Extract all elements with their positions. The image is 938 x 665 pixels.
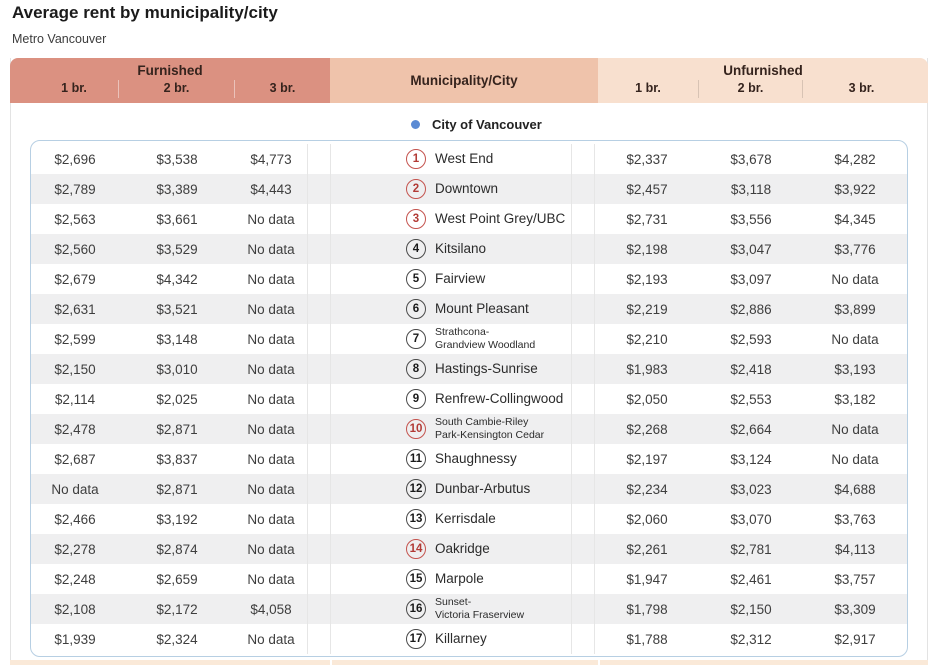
column-divider (307, 234, 331, 264)
furnished-1br-header: 1 br. (61, 81, 87, 95)
unfurnished-1br-value: $1,788 (626, 631, 668, 647)
rank-badge (406, 389, 426, 409)
rank-number: 3 (412, 213, 420, 225)
municipality-cell (331, 624, 571, 654)
unfurnished-1br-value: $2,198 (626, 241, 668, 257)
city-bullet-icon (411, 120, 420, 129)
column-divider (571, 624, 595, 654)
furnished-2br-value: $2,659 (156, 571, 198, 587)
column-divider (307, 324, 331, 354)
municipality-cell (331, 234, 571, 264)
table-header (10, 58, 928, 103)
column-divider (307, 384, 331, 414)
rank-number: 9 (412, 393, 420, 405)
rank-badge (406, 359, 426, 379)
rank-number: 6 (412, 303, 420, 315)
furnished-2br-value: $4,342 (156, 271, 198, 287)
furnished-3br-value: $4,773 (250, 151, 292, 167)
unfurnished-1br-value: $2,210 (626, 331, 668, 347)
unfurnished-1br-value: $2,050 (626, 391, 668, 407)
municipality-name: Strathcona- Grandview Woodland (435, 326, 536, 351)
unfurnished-subheaders (598, 80, 928, 98)
furnished-3br-value: No data (247, 511, 295, 527)
table-row (31, 534, 907, 564)
rank-badge (406, 449, 426, 469)
column-divider (571, 384, 595, 414)
rank-badge (406, 329, 426, 349)
rank-badge (406, 599, 426, 619)
unfurnished-3br-value: No data (831, 331, 879, 347)
municipality-cell (331, 504, 571, 534)
municipality-cell (331, 204, 571, 234)
unfurnished-2br-value: $2,593 (730, 331, 772, 347)
column-divider (307, 294, 331, 324)
column-divider (571, 174, 595, 204)
municipality-name: Sunset- Victoria Fraserview (435, 596, 525, 621)
unfurnished-3br-value: $4,282 (834, 151, 876, 167)
municipality-name: Mount Pleasant (435, 300, 529, 316)
municipality-name: Shaughnessy (435, 450, 517, 466)
unfurnished-2br-value: $2,781 (730, 541, 772, 557)
rank-number: 14 (409, 543, 423, 555)
municipality-name: Downtown (435, 180, 499, 196)
furnished-2br-value: $3,538 (156, 151, 198, 167)
municipality-name: Fairview (435, 270, 486, 286)
rank-badge (406, 209, 426, 229)
municipality-cell (331, 474, 571, 504)
column-divider (571, 444, 595, 474)
table-row (31, 144, 907, 174)
unfurnished-1br-value: $2,337 (626, 151, 668, 167)
table-row (31, 294, 907, 324)
municipality-name: Marpole (435, 570, 484, 586)
unfurnished-2br-value: $2,664 (730, 421, 772, 437)
table-row (31, 354, 907, 384)
furnished-1br-value: $2,789 (54, 181, 96, 197)
furnished-1br-value: $2,631 (54, 301, 96, 317)
municipality-cell (331, 354, 571, 384)
furnished-2br-value: $2,324 (156, 631, 198, 647)
rank-number: 4 (412, 243, 420, 255)
municipality-cell (331, 414, 571, 444)
column-divider (571, 324, 595, 354)
column-divider (307, 474, 331, 504)
unfurnished-1br-value: $2,457 (626, 181, 668, 197)
unfurnished-3br-value: $4,345 (834, 211, 876, 227)
municipality-cell (331, 594, 571, 624)
unfurnished-2br-value: $2,312 (730, 631, 772, 647)
page-title: Average rent by municipality/city (12, 3, 278, 22)
furnished-1br-value: $2,687 (54, 451, 96, 467)
rank-number: 1 (412, 153, 420, 165)
furnished-3br-value: No data (247, 301, 295, 317)
column-divider (571, 264, 595, 294)
furnished-2br-value: $2,871 (156, 421, 198, 437)
table-body (30, 140, 908, 657)
unfurnished-2br-value: $3,097 (730, 271, 772, 287)
rank-number: 12 (409, 483, 423, 495)
rank-badge (406, 629, 426, 649)
furnished-2br-value: $3,529 (156, 241, 198, 257)
furnished-header-group (10, 58, 330, 103)
furnished-1br-value: $2,679 (54, 271, 96, 287)
column-divider (307, 144, 331, 174)
unfurnished-header-group (598, 58, 928, 103)
furnished-1br-value: $2,466 (54, 511, 96, 527)
column-divider (571, 354, 595, 384)
strip-segment (600, 660, 928, 665)
rank-badge (406, 269, 426, 289)
furnished-1br-value: $2,599 (54, 331, 96, 347)
furnished-3br-value: No data (247, 481, 295, 497)
furnished-3br-value: No data (247, 571, 295, 587)
municipality-name: South Cambie-Riley Park-Kensington Cedar (435, 416, 545, 441)
rank-badge (406, 569, 426, 589)
furnished-2br-value: $3,389 (156, 181, 198, 197)
unfurnished-2br-value: $2,886 (730, 301, 772, 317)
column-divider (307, 594, 331, 624)
rank-badge (406, 479, 426, 499)
unfurnished-2br-header: 2 br. (698, 80, 802, 98)
municipality-name: Dunbar-Arbutus (435, 480, 531, 496)
furnished-1br-value: $2,114 (54, 391, 96, 407)
unfurnished-1br-header: 1 br. (635, 81, 661, 95)
table-row (31, 504, 907, 534)
furnished-3br-value: No data (247, 421, 295, 437)
unfurnished-1br-value: $2,261 (626, 541, 668, 557)
column-divider (307, 624, 331, 654)
municipality-name: Killarney (435, 630, 487, 646)
furnished-3br-header: 3 br. (234, 80, 330, 98)
column-divider (571, 204, 595, 234)
unfurnished-3br-value: $3,763 (834, 511, 876, 527)
municipality-cell (331, 174, 571, 204)
unfurnished-2br-value: $2,418 (730, 361, 772, 377)
unfurnished-3br-value: $3,193 (834, 361, 876, 377)
furnished-3br-value: No data (247, 241, 295, 257)
unfurnished-3br-value: $3,922 (834, 181, 876, 197)
column-divider (571, 474, 595, 504)
column-divider (307, 534, 331, 564)
furnished-1br-value: $1,939 (54, 631, 96, 647)
rank-number: 2 (412, 183, 420, 195)
table-row (31, 444, 907, 474)
unfurnished-1br-value: $2,219 (626, 301, 668, 317)
column-divider (307, 354, 331, 384)
strip-segment (332, 660, 598, 665)
furnished-2br-value: $3,521 (156, 301, 198, 317)
furnished-2br-value: $3,010 (156, 361, 198, 377)
legend-item (411, 117, 542, 132)
unfurnished-2br-value: $3,556 (730, 211, 772, 227)
rank-badge (406, 299, 426, 319)
furnished-subheaders (10, 80, 330, 98)
furnished-1br-value: $2,563 (54, 211, 96, 227)
furnished-1br-value: $2,248 (54, 571, 96, 587)
unfurnished-2br-value: $2,150 (730, 601, 772, 617)
furnished-3br-value: No data (247, 541, 295, 557)
region-subtitle: Metro Vancouver (12, 32, 107, 46)
unfurnished-3br-value: $3,182 (834, 391, 876, 407)
unfurnished-1br-value: $1,983 (626, 361, 668, 377)
unfurnished-2br-value: $3,023 (730, 481, 772, 497)
next-section-strip (10, 660, 928, 665)
table-row (31, 414, 907, 444)
column-divider (307, 504, 331, 534)
unfurnished-1br-value: $1,798 (626, 601, 668, 617)
furnished-1br-value: $2,108 (54, 601, 96, 617)
furnished-3br-value: No data (247, 391, 295, 407)
table-row (31, 174, 907, 204)
table-row (31, 384, 907, 414)
rank-number: 15 (409, 573, 423, 585)
municipality-name: Kerrisdale (435, 510, 496, 526)
column-divider (571, 294, 595, 324)
unfurnished-2br-value: $3,678 (730, 151, 772, 167)
rank-number: 17 (409, 633, 423, 645)
unfurnished-2br-value: $2,553 (730, 391, 772, 407)
unfurnished-2br-value: $3,070 (730, 511, 772, 527)
furnished-3br-value: $4,058 (250, 601, 292, 617)
table-row (31, 324, 907, 354)
municipality-cell (331, 144, 571, 174)
strip-segment (10, 660, 330, 665)
unfurnished-2br-value: $3,047 (730, 241, 772, 257)
column-divider (307, 414, 331, 444)
column-divider (307, 564, 331, 594)
rank-badge (406, 149, 426, 169)
legend-label: City of Vancouver (432, 116, 542, 132)
unfurnished-1br-value: $2,197 (626, 451, 668, 467)
unfurnished-3br-value: $3,757 (834, 571, 876, 587)
municipality-name: Oakridge (435, 540, 490, 556)
furnished-2br-value: $3,192 (156, 511, 198, 527)
furnished-3br-value: No data (247, 631, 295, 647)
unfurnished-3br-value: $4,113 (834, 541, 876, 557)
municipality-group-label: Municipality/City (410, 73, 518, 88)
municipality-cell (331, 384, 571, 414)
municipality-name: West End (435, 150, 494, 166)
rank-number: 5 (412, 273, 420, 285)
unfurnished-3br-value: $3,899 (834, 301, 876, 317)
furnished-1br-value: $2,560 (54, 241, 96, 257)
column-divider (571, 504, 595, 534)
unfurnished-3br-value: $3,309 (834, 601, 876, 617)
furnished-3br-value: No data (247, 211, 295, 227)
table-row (31, 594, 907, 624)
rank-number: 10 (409, 423, 423, 435)
furnished-3br-value: No data (247, 271, 295, 287)
furnished-1br-value: $2,696 (54, 151, 96, 167)
rank-number: 13 (409, 513, 423, 525)
furnished-2br-value: $2,025 (156, 391, 198, 407)
unfurnished-1br-value: $1,947 (626, 571, 668, 587)
furnished-group-label: Furnished (137, 63, 203, 78)
rank-number: 11 (409, 453, 423, 465)
rank-number: 7 (412, 333, 420, 345)
unfurnished-1br-value: $2,060 (626, 511, 668, 527)
unfurnished-1br-value: $2,234 (626, 481, 668, 497)
furnished-2br-value: $3,837 (156, 451, 198, 467)
rank-badge (406, 539, 426, 559)
column-divider (571, 234, 595, 264)
table-row (31, 564, 907, 594)
municipality-cell (331, 444, 571, 474)
furnished-2br-value: $2,172 (156, 601, 198, 617)
furnished-3br-value: No data (247, 451, 295, 467)
unfurnished-3br-value: $2,917 (834, 631, 876, 647)
furnished-1br-value: No data (51, 481, 99, 497)
unfurnished-3br-value: No data (831, 271, 879, 287)
municipality-name: West Point Grey/UBC (435, 210, 566, 226)
municipality-cell (331, 324, 571, 354)
unfurnished-2br-value: $3,118 (730, 181, 772, 197)
unfurnished-group-label: Unfurnished (723, 63, 803, 78)
furnished-3br-value: No data (247, 361, 295, 377)
furnished-2br-header: 2 br. (118, 80, 234, 98)
furnished-1br-value: $2,150 (54, 361, 96, 377)
municipality-cell (331, 534, 571, 564)
unfurnished-1br-value: $2,268 (626, 421, 668, 437)
column-divider (307, 204, 331, 234)
furnished-3br-value: No data (247, 331, 295, 347)
municipality-name: Kitsilano (435, 240, 487, 256)
rank-badge (406, 179, 426, 199)
rank-badge (406, 419, 426, 439)
unfurnished-3br-value: $3,776 (834, 241, 876, 257)
unfurnished-3br-value: No data (831, 421, 879, 437)
table-row (31, 624, 907, 654)
unfurnished-3br-value: $4,688 (834, 481, 876, 497)
column-divider (571, 534, 595, 564)
column-divider (307, 174, 331, 204)
municipality-cell (331, 564, 571, 594)
table-row (31, 264, 907, 294)
table-row (31, 204, 907, 234)
municipality-cell (331, 264, 571, 294)
municipality-name: Renfrew-Collingwood (435, 390, 564, 406)
legend-row (30, 108, 908, 140)
furnished-2br-value: $3,148 (156, 331, 198, 347)
column-divider (571, 144, 595, 174)
unfurnished-2br-value: $2,461 (730, 571, 772, 587)
rank-number: 8 (412, 363, 420, 375)
rank-number: 16 (409, 603, 423, 615)
furnished-1br-value: $2,478 (54, 421, 96, 437)
furnished-2br-value: $2,871 (156, 481, 198, 497)
municipality-name: Hastings-Sunrise (435, 360, 538, 376)
municipality-cell (331, 294, 571, 324)
column-divider (571, 594, 595, 624)
rank-badge (406, 239, 426, 259)
column-divider (571, 414, 595, 444)
furnished-3br-value: $4,443 (250, 181, 292, 197)
table-row (31, 234, 907, 264)
column-divider (571, 564, 595, 594)
unfurnished-1br-value: $2,193 (626, 271, 668, 287)
unfurnished-3br-value: No data (831, 451, 879, 467)
unfurnished-1br-value: $2,731 (626, 211, 668, 227)
table-row (31, 474, 907, 504)
furnished-2br-value: $2,874 (156, 541, 198, 557)
municipality-header-group (330, 58, 598, 103)
furnished-2br-value: $3,661 (156, 211, 198, 227)
unfurnished-2br-value: $3,124 (730, 451, 772, 467)
column-divider (307, 264, 331, 294)
rank-badge (406, 509, 426, 529)
column-divider (307, 444, 331, 474)
unfurnished-3br-header: 3 br. (802, 80, 920, 98)
furnished-1br-value: $2,278 (54, 541, 96, 557)
